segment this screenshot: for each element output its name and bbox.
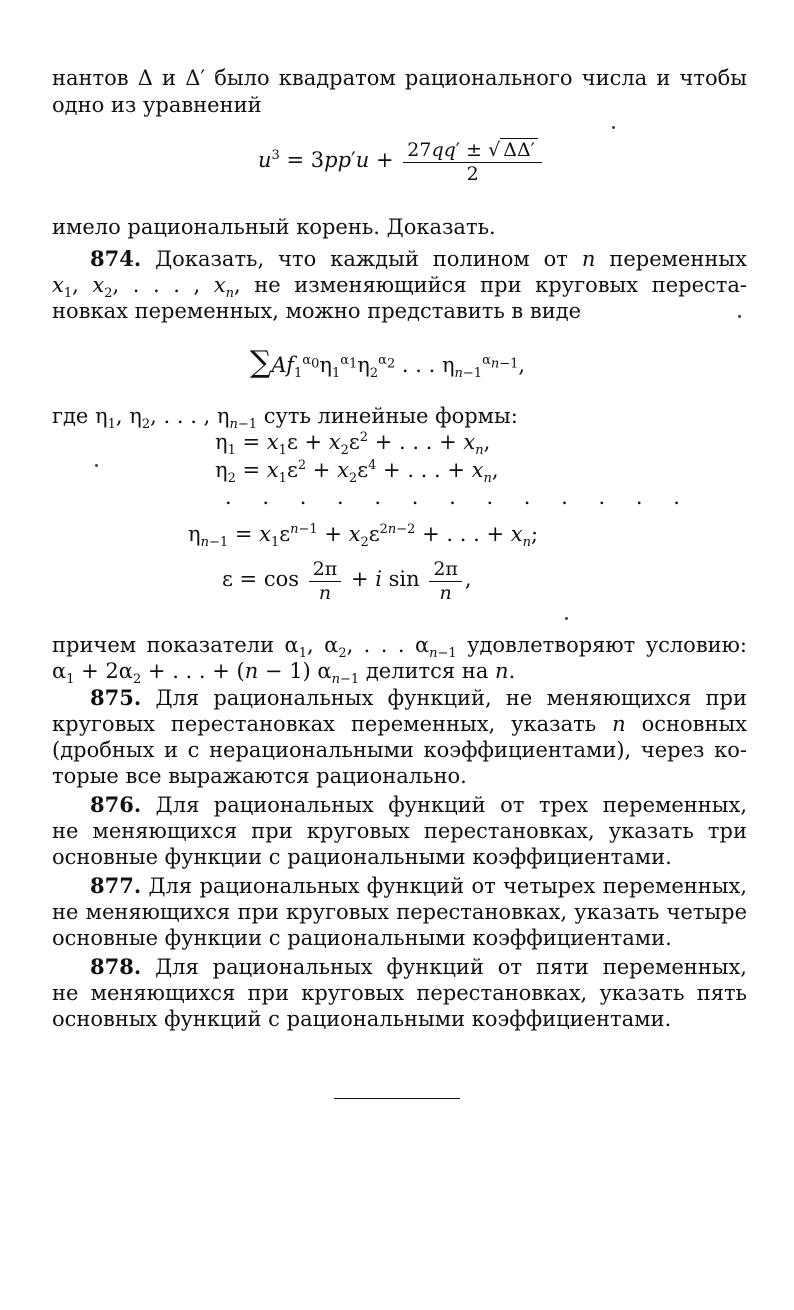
problem-876-line-1: 876. Для рациональных функций от трех переменных,	[90, 792, 747, 817]
eta-n-formula: $\eta_{n-1} = x_1\varepsilon^{n-1} + x_2\varepsilon^{2n-2}$ + . . . + $x_n$;	[188, 522, 539, 551]
problem-875-line-1: 875. Для рациональных функций, не меняющихся при	[90, 685, 747, 710]
problem-877-line-3: основные функции с рациональными коэффициентами.	[52, 926, 672, 950]
problem-878-line-2: не меняющихся при круговых перестановках, указать пять	[52, 981, 747, 1005]
eta-2-formula: $\eta_2 = x_1\varepsilon^2 + x_2\varepsilon^4$ + . . . + $x_n$,	[215, 458, 499, 487]
eta-1-formula: $\eta_1 = x_1\varepsilon + x_2\varepsilon^2$ + . . . + $x_n$,	[215, 430, 491, 459]
problem-876-line-2: не меняющихся при круговых перестановках, указать три	[52, 819, 747, 843]
problem-878-line-1: 878. Для рациональных функций от пяти переменных,	[90, 954, 747, 979]
problem-874-line-4: где $\eta_1$, $\eta_2$, . . . , $\eta_{n-1}$ суть линейные формы:	[52, 404, 518, 433]
problem-876-line-3: основные функции с рациональными коэффициентами.	[52, 845, 672, 869]
intro-line-3: имело рациональный корень. Доказать.	[52, 215, 496, 239]
problem-874-line-1: 874. Доказать, что каждый полином от n переменных	[90, 246, 747, 271]
ellipsis-row: . . . . . . . . . . . . .	[225, 485, 692, 509]
problem-875-line-3: (дробных и с нерациональными коэффициентами), через ко-	[52, 738, 747, 762]
print-speck	[738, 315, 741, 318]
cubic-equation: $u^3 = 3pp'u$ + $\frac{27qq' \pm √ \Delta\Delta'}{2}$	[258, 138, 545, 185]
problem-874-line-6: $\alpha_1 + 2\alpha_2$ + . . . + (n − 1) $\alpha_{n-1}$ делится на n.	[52, 659, 516, 688]
sum-formula: $\sum Af_1^{\alpha_0}\eta_1^{\alpha_1}\eta_2^{\alpha_2}$ . . . $\eta_{n-1}^{\alpha_{n-1}}$,	[250, 345, 526, 382]
problem-875-line-4: торые все выражаются рационально.	[52, 764, 467, 788]
print-speck	[95, 464, 98, 467]
problem-874-number: 874.	[90, 246, 142, 271]
problem-874-line-2: $x_1$, $x_2$, . . . , $x_n$, не изменяющийся при круговых переста-	[52, 273, 747, 302]
problem-874-line-3: новках переменных, можно представить в виде	[52, 299, 582, 323]
section-end-rule	[334, 1098, 460, 1099]
intro-line-1: нантов Δ и Δ′ было квадратом рационального числа и чтобы	[52, 66, 747, 90]
epsilon-formula: ε = cos $\frac{2\pi}{n}$ + i sin $\frac{2\pi}{n}$ ,	[222, 558, 472, 604]
problem-877-line-1: 877. Для рациональных функций от четырех переменных,	[90, 873, 747, 898]
intro-line-2: одно из уравнений	[52, 93, 262, 117]
print-speck	[565, 617, 568, 620]
problem-874-line-5: причем показатели $\alpha_1$, $\alpha_2$, . . . $\alpha_{n-1}$ удовлетворяют условию:	[52, 633, 747, 662]
problem-878-line-3: основных функций с рациональными коэффициентами.	[52, 1007, 672, 1031]
print-speck	[612, 126, 615, 129]
problem-875-line-2: круговых перестановках переменных, указать n основных	[52, 712, 747, 736]
problem-877-line-2: не меняющихся при круговых перестановках, указать четыре	[52, 900, 747, 924]
